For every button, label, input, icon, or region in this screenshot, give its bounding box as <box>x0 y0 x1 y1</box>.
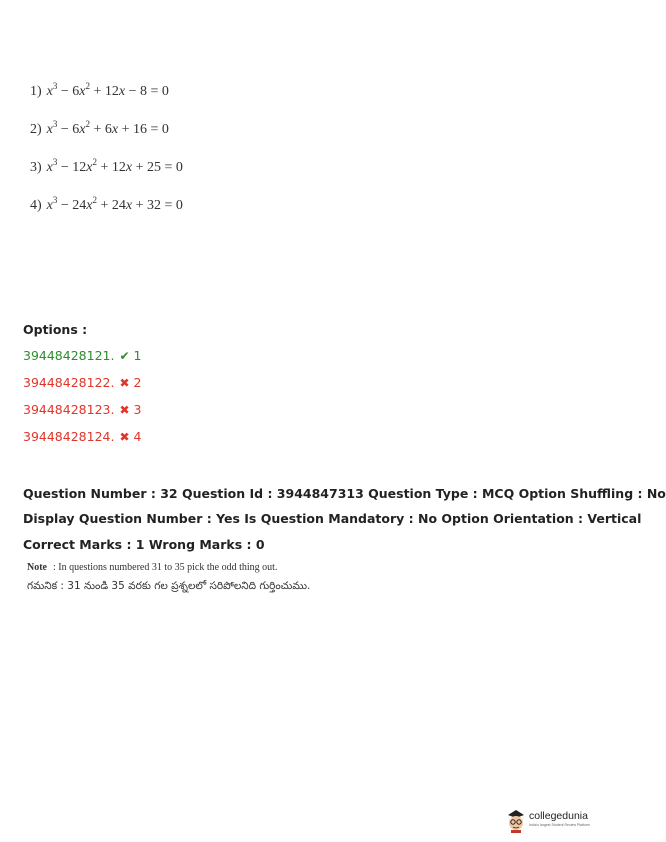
note-label: Note <box>27 562 47 573</box>
cross-icon: ✖ <box>119 430 130 444</box>
question-meta-line-3: Correct Marks : 1 Wrong Marks : 0 <box>23 537 265 552</box>
option-3 <box>23 402 141 417</box>
question-meta-line-1: Question Number : 32 Question Id : 3944847313 Question Type : MCQ Option Shuffling : No <box>23 486 666 501</box>
cross-icon: ✖ <box>119 403 130 417</box>
options-title: Options : <box>23 322 88 337</box>
option-4 <box>23 429 141 444</box>
option-id: 39448428124. <box>23 429 115 444</box>
equation-1: 1) $x^3 - 6x^2 + 12x - 8 = 0$ <box>30 81 169 99</box>
mascot-icon <box>505 809 527 833</box>
option-id: 39448428122. <box>23 375 115 390</box>
option-2 <box>23 375 141 390</box>
option-id: 39448428121. <box>23 348 115 363</box>
note-text: : In questions numbered 31 to 35 pick the odd thing out. <box>53 562 278 573</box>
option-1 <box>23 348 141 363</box>
option-value: 4 <box>133 429 142 444</box>
equation-2: 2) $x^3 - 6x^2 + 6x + 16 = 0$ <box>30 119 169 137</box>
question-meta-line-2: Display Question Number : Yes Is Question Mandatory : No Option Orientation : Vertical <box>23 511 642 526</box>
option-value: 2 <box>133 375 142 390</box>
note-english <box>27 562 277 573</box>
collegedunia-logo <box>505 805 590 837</box>
option-value: 3 <box>133 402 142 417</box>
logo-tagline: India's largest Student Review Platform <box>529 823 590 827</box>
equation-4: 4) $x^3 - 24x^2 + 24x + 32 = 0$ <box>30 195 183 213</box>
note-telugu: గమనిక : 31 నుండి 35 వరకు గల ప్రశ్నలలో సరిపోలనిది గుర్తించుము. <box>27 580 311 592</box>
option-value: 1 <box>133 348 142 363</box>
check-icon: ✔ <box>119 349 130 363</box>
option-id: 39448428123. <box>23 402 115 417</box>
logo-name: collegedunia <box>529 810 588 822</box>
cross-icon: ✖ <box>119 376 130 390</box>
equation-3: 3) $x^3 - 12x^2 + 12x + 25 = 0$ <box>30 157 183 175</box>
